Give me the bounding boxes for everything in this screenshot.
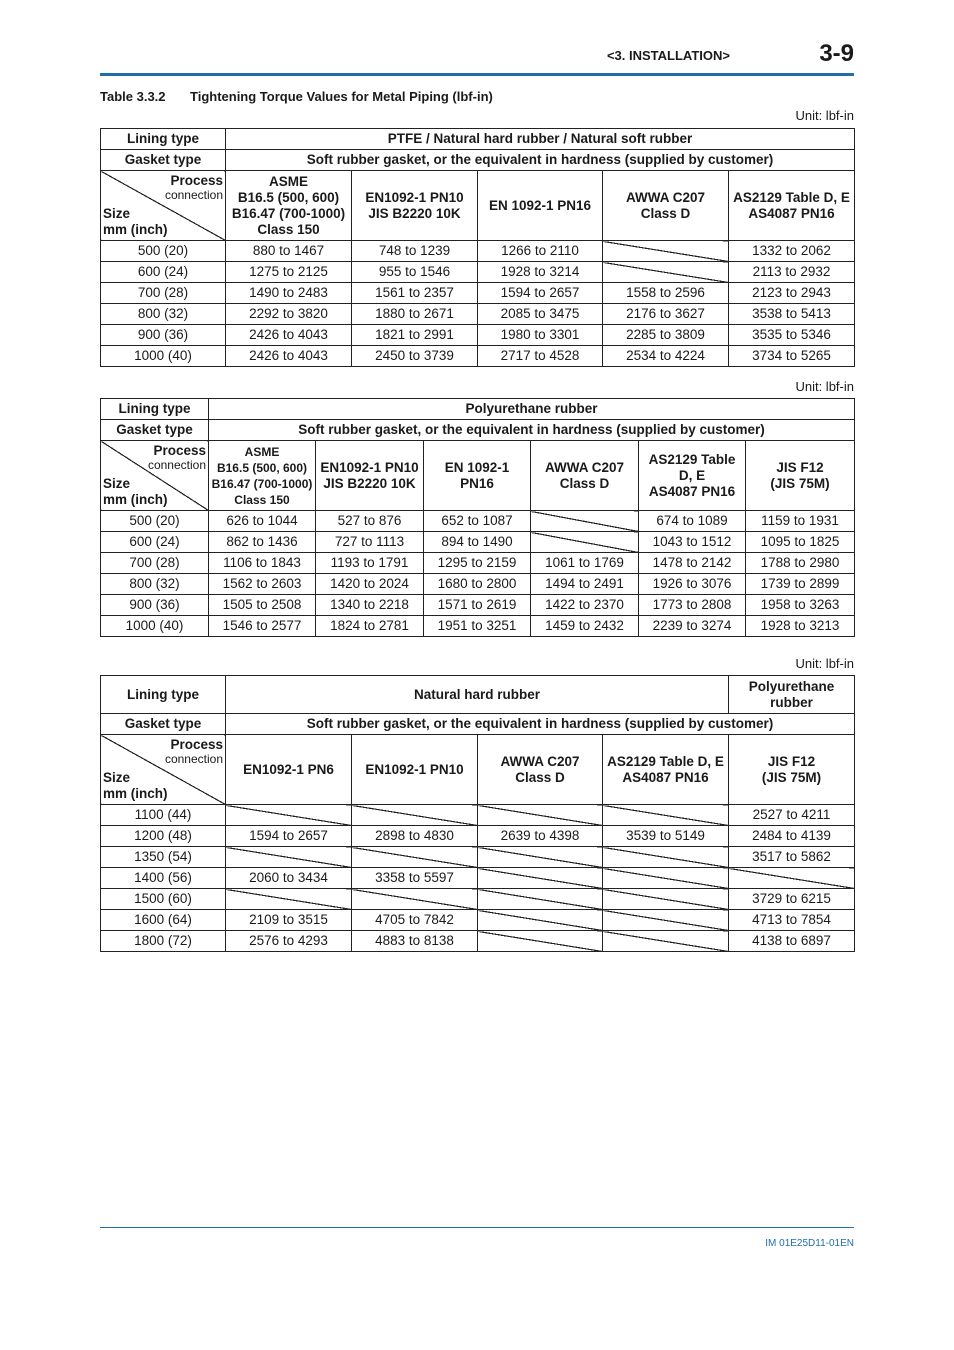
size-cell: 700 (28) xyxy=(101,283,226,304)
torque-value-cell: 1773 to 2808 xyxy=(639,595,746,616)
torque-value-cell: 1926 to 3076 xyxy=(639,574,746,595)
torque-value-cell: 674 to 1089 xyxy=(639,511,746,532)
table-row xyxy=(101,931,855,952)
corner-process: Process xyxy=(170,173,223,188)
size-cell: 1200 (48) xyxy=(101,826,226,847)
not-applicable-cell xyxy=(603,868,729,889)
torque-value-cell: 2285 to 3809 xyxy=(603,325,729,346)
size-cell: 1400 (56) xyxy=(101,868,226,889)
corner-mm-inch: mm (inch) xyxy=(103,492,168,507)
not-applicable-cell xyxy=(729,868,855,889)
size-cell: 800 (32) xyxy=(101,304,226,325)
torque-value-cell: 4883 to 8138 xyxy=(352,931,478,952)
table-row xyxy=(101,262,855,283)
size-cell: 1800 (72) xyxy=(101,931,226,952)
not-applicable-cell xyxy=(478,868,603,889)
size-cell: 600 (24) xyxy=(101,532,209,553)
torque-value-cell: 3734 to 5265 xyxy=(729,346,855,367)
table-row xyxy=(101,889,855,910)
lining-type-label: Lining type xyxy=(101,129,226,150)
torque-value-cell: 880 to 1467 xyxy=(226,241,352,262)
torque-value-cell: 1106 to 1843 xyxy=(209,553,316,574)
torque-value-cell: 3729 to 6215 xyxy=(729,889,855,910)
not-applicable-cell xyxy=(603,847,729,868)
torque-value-cell: 2534 to 4224 xyxy=(603,346,729,367)
table-row xyxy=(101,325,855,346)
corner-size: Size xyxy=(103,476,131,491)
torque-value-cell: 1958 to 3263 xyxy=(746,595,855,616)
not-applicable-cell xyxy=(226,805,352,826)
not-applicable-cell xyxy=(603,910,729,931)
table-row xyxy=(101,826,855,847)
unit-label: Unit: lbf-in xyxy=(795,108,854,123)
not-applicable-cell xyxy=(478,847,603,868)
torque-value-cell: 1558 to 2596 xyxy=(603,283,729,304)
torque-value-cell: 1824 to 2781 xyxy=(316,616,424,637)
table-row xyxy=(101,346,855,367)
table-row xyxy=(101,805,855,826)
table-row xyxy=(101,847,855,868)
torque-value-cell: 1459 to 2432 xyxy=(531,616,639,637)
torque-value-cell: 4713 to 7854 xyxy=(729,910,855,931)
torque-value-cell: 2450 to 3739 xyxy=(352,346,478,367)
column-header: AWWA C207 Class D xyxy=(603,171,729,241)
torque-value-cell: 1571 to 2619 xyxy=(424,595,531,616)
column-header: EN 1092-1 PN16 xyxy=(478,171,603,241)
torque-value-cell: 1043 to 1512 xyxy=(639,532,746,553)
torque-value-cell: 2426 to 4043 xyxy=(226,346,352,367)
size-cell: 1000 (40) xyxy=(101,616,209,637)
torque-value-cell: 626 to 1044 xyxy=(209,511,316,532)
not-applicable-cell xyxy=(352,805,478,826)
torque-value-cell: 1061 to 1769 xyxy=(531,553,639,574)
unit-label: Unit: lbf-in xyxy=(795,379,854,394)
torque-value-cell: 2292 to 3820 xyxy=(226,304,352,325)
corner-header xyxy=(101,735,226,805)
lining-type-label: Lining type xyxy=(101,399,209,420)
torque-value-cell: 2109 to 3515 xyxy=(226,910,352,931)
torque-value-cell: 2898 to 4830 xyxy=(352,826,478,847)
corner-size: Size xyxy=(103,770,131,785)
torque-value-cell: 894 to 1490 xyxy=(424,532,531,553)
torque-table-polyurethane xyxy=(100,398,855,637)
torque-value-cell: 1275 to 2125 xyxy=(226,262,352,283)
corner-mm-inch: mm (inch) xyxy=(103,786,168,801)
torque-value-cell: 1821 to 2991 xyxy=(352,325,478,346)
table-row xyxy=(101,868,855,889)
page-number: 3-9 xyxy=(819,40,854,67)
column-header: EN1092-1 PN10 xyxy=(352,735,478,805)
torque-value-cell: 1562 to 2603 xyxy=(209,574,316,595)
torque-value-cell: 2113 to 2932 xyxy=(729,262,855,283)
torque-value-cell: 1739 to 2899 xyxy=(746,574,855,595)
size-cell: 600 (24) xyxy=(101,262,226,283)
torque-value-cell: 727 to 1113 xyxy=(316,532,424,553)
torque-value-cell: 1561 to 2357 xyxy=(352,283,478,304)
torque-value-cell: 1340 to 2218 xyxy=(316,595,424,616)
table-row xyxy=(101,283,855,304)
column-header: AS2129 Table D, E AS4087 PN16 xyxy=(729,171,855,241)
corner-connection: connection xyxy=(164,188,223,202)
torque-value-cell: 2085 to 3475 xyxy=(478,304,603,325)
lining-type-value: Polyurethane rubber xyxy=(209,399,855,420)
size-cell: 900 (36) xyxy=(101,325,226,346)
corner-header xyxy=(101,171,226,241)
gasket-type-label: Gasket type xyxy=(101,150,226,171)
torque-value-cell: 1490 to 2483 xyxy=(226,283,352,304)
table-row xyxy=(101,616,855,637)
gasket-type-value: Soft rubber gasket, or the equivalent in hardness (supplied by customer) xyxy=(226,714,855,735)
torque-value-cell: 1095 to 1825 xyxy=(746,532,855,553)
torque-value-cell: 1880 to 2671 xyxy=(352,304,478,325)
torque-value-cell: 1546 to 2577 xyxy=(209,616,316,637)
torque-value-cell: 3517 to 5862 xyxy=(729,847,855,868)
not-applicable-cell xyxy=(352,889,478,910)
table-row xyxy=(101,910,855,931)
torque-value-cell: 1420 to 2024 xyxy=(316,574,424,595)
torque-table-ptfe xyxy=(100,128,855,367)
corner-size: Size xyxy=(103,206,131,221)
torque-value-cell: 1594 to 2657 xyxy=(226,826,352,847)
torque-value-cell: 748 to 1239 xyxy=(352,241,478,262)
torque-value-cell: 1422 to 2370 xyxy=(531,595,639,616)
torque-value-cell: 1494 to 2491 xyxy=(531,574,639,595)
torque-value-cell: 1332 to 2062 xyxy=(729,241,855,262)
torque-value-cell: 3535 to 5346 xyxy=(729,325,855,346)
corner-connection: connection xyxy=(164,752,223,766)
table-row xyxy=(101,304,855,325)
corner-mm-inch: mm (inch) xyxy=(103,222,168,237)
not-applicable-cell xyxy=(603,241,729,262)
not-applicable-cell xyxy=(478,931,603,952)
torque-value-cell: 2123 to 2943 xyxy=(729,283,855,304)
column-header: AS2129 Table D, E AS4087 PN16 xyxy=(603,735,729,805)
size-cell: 500 (20) xyxy=(101,511,209,532)
torque-value-cell: 2639 to 4398 xyxy=(478,826,603,847)
gasket-type-label: Gasket type xyxy=(101,714,226,735)
torque-value-cell: 4705 to 7842 xyxy=(352,910,478,931)
size-cell: 1000 (40) xyxy=(101,346,226,367)
size-cell: 500 (20) xyxy=(101,241,226,262)
torque-value-cell: 2717 to 4528 xyxy=(478,346,603,367)
gasket-type-label: Gasket type xyxy=(101,420,209,441)
document-id: IM 01E25D11-01EN xyxy=(765,1238,854,1249)
torque-value-cell: 1980 to 3301 xyxy=(478,325,603,346)
torque-value-cell: 1266 to 2110 xyxy=(478,241,603,262)
gasket-type-value: Soft rubber gasket, or the equivalent in hardness (supplied by customer) xyxy=(209,420,855,441)
table-row xyxy=(101,595,855,616)
not-applicable-cell xyxy=(531,511,639,532)
size-cell: 1350 (54) xyxy=(101,847,226,868)
table-row xyxy=(101,511,855,532)
torque-value-cell: 3539 to 5149 xyxy=(603,826,729,847)
torque-value-cell: 2576 to 4293 xyxy=(226,931,352,952)
column-header: AS2129 Table D, E AS4087 PN16 xyxy=(639,441,746,511)
lining-type-value: PTFE / Natural hard rubber / Natural soft rubber xyxy=(226,129,855,150)
torque-value-cell: 1928 to 3213 xyxy=(746,616,855,637)
table-caption: Tightening Torque Values for Metal Piping (lbf-in) xyxy=(190,89,493,104)
torque-value-cell: 3358 to 5597 xyxy=(352,868,478,889)
torque-value-cell: 1788 to 2980 xyxy=(746,553,855,574)
torque-value-cell: 1928 to 3214 xyxy=(478,262,603,283)
column-header: EN 1092-1 PN16 xyxy=(424,441,531,511)
column-header: AWWA C207 Class D xyxy=(478,735,603,805)
not-applicable-cell xyxy=(603,889,729,910)
torque-value-cell: 1159 to 1931 xyxy=(746,511,855,532)
unit-label: Unit: lbf-in xyxy=(795,656,854,671)
column-header: ASME B16.5 (500, 600) B16.47 (700-1000) Class 150 xyxy=(209,441,316,511)
torque-value-cell: 1951 to 3251 xyxy=(424,616,531,637)
corner-header xyxy=(101,441,209,511)
size-cell: 1100 (44) xyxy=(101,805,226,826)
not-applicable-cell xyxy=(478,889,603,910)
table-row xyxy=(101,241,855,262)
column-header: JIS F12 (JIS 75M) xyxy=(746,441,855,511)
torque-value-cell: 955 to 1546 xyxy=(352,262,478,283)
torque-value-cell: 1193 to 1791 xyxy=(316,553,424,574)
not-applicable-cell xyxy=(603,262,729,283)
torque-value-cell: 652 to 1087 xyxy=(424,511,531,532)
torque-value-cell: 4138 to 6897 xyxy=(729,931,855,952)
torque-value-cell: 2239 to 3274 xyxy=(639,616,746,637)
table-row xyxy=(101,532,855,553)
table-number: Table 3.3.2 xyxy=(100,89,166,104)
not-applicable-cell xyxy=(226,889,352,910)
corner-connection: connection xyxy=(147,458,206,472)
size-cell: 800 (32) xyxy=(101,574,209,595)
not-applicable-cell xyxy=(531,532,639,553)
torque-value-cell: 1505 to 2508 xyxy=(209,595,316,616)
not-applicable-cell xyxy=(603,805,729,826)
lining-type-value-2: Polyurethane rubber xyxy=(729,676,855,714)
column-header: EN1092-1 PN10 JIS B2220 10K xyxy=(316,441,424,511)
torque-value-cell: 2060 to 3434 xyxy=(226,868,352,889)
column-header: JIS F12 (JIS 75M) xyxy=(729,735,855,805)
torque-value-cell: 1295 to 2159 xyxy=(424,553,531,574)
section-header: <3. INSTALLATION> xyxy=(606,48,730,63)
table-title xyxy=(100,89,493,104)
torque-value-cell: 2484 to 4139 xyxy=(729,826,855,847)
size-cell: 1600 (64) xyxy=(101,910,226,931)
torque-value-cell: 2426 to 4043 xyxy=(226,325,352,346)
torque-value-cell: 3538 to 5413 xyxy=(729,304,855,325)
corner-process: Process xyxy=(153,443,206,458)
table-row xyxy=(101,553,855,574)
torque-value-cell: 2527 to 4211 xyxy=(729,805,855,826)
footer-rule xyxy=(100,1227,854,1228)
table-row xyxy=(101,574,855,595)
torque-value-cell: 2176 to 3627 xyxy=(603,304,729,325)
lining-type-label: Lining type xyxy=(101,676,226,714)
torque-value-cell: 862 to 1436 xyxy=(209,532,316,553)
torque-table-large-sizes xyxy=(100,675,855,952)
header-rule xyxy=(100,73,854,76)
not-applicable-cell xyxy=(226,847,352,868)
not-applicable-cell xyxy=(603,931,729,952)
gasket-type-value: Soft rubber gasket, or the equivalent in hardness (supplied by customer) xyxy=(226,150,855,171)
column-header: EN1092-1 PN10 JIS B2220 10K xyxy=(352,171,478,241)
column-header: AWWA C207 Class D xyxy=(531,441,639,511)
column-header: EN1092-1 PN6 xyxy=(226,735,352,805)
lining-type-value: Natural hard rubber xyxy=(226,676,729,714)
torque-value-cell: 527 to 876 xyxy=(316,511,424,532)
not-applicable-cell xyxy=(478,910,603,931)
torque-value-cell: 1594 to 2657 xyxy=(478,283,603,304)
column-header: ASME B16.5 (500, 600) B16.47 (700-1000) Class 150 xyxy=(226,171,352,241)
not-applicable-cell xyxy=(352,847,478,868)
size-cell: 1500 (60) xyxy=(101,889,226,910)
size-cell: 700 (28) xyxy=(101,553,209,574)
torque-value-cell: 1680 to 2800 xyxy=(424,574,531,595)
corner-process: Process xyxy=(170,737,223,752)
size-cell: 900 (36) xyxy=(101,595,209,616)
torque-value-cell: 1478 to 2142 xyxy=(639,553,746,574)
not-applicable-cell xyxy=(478,805,603,826)
